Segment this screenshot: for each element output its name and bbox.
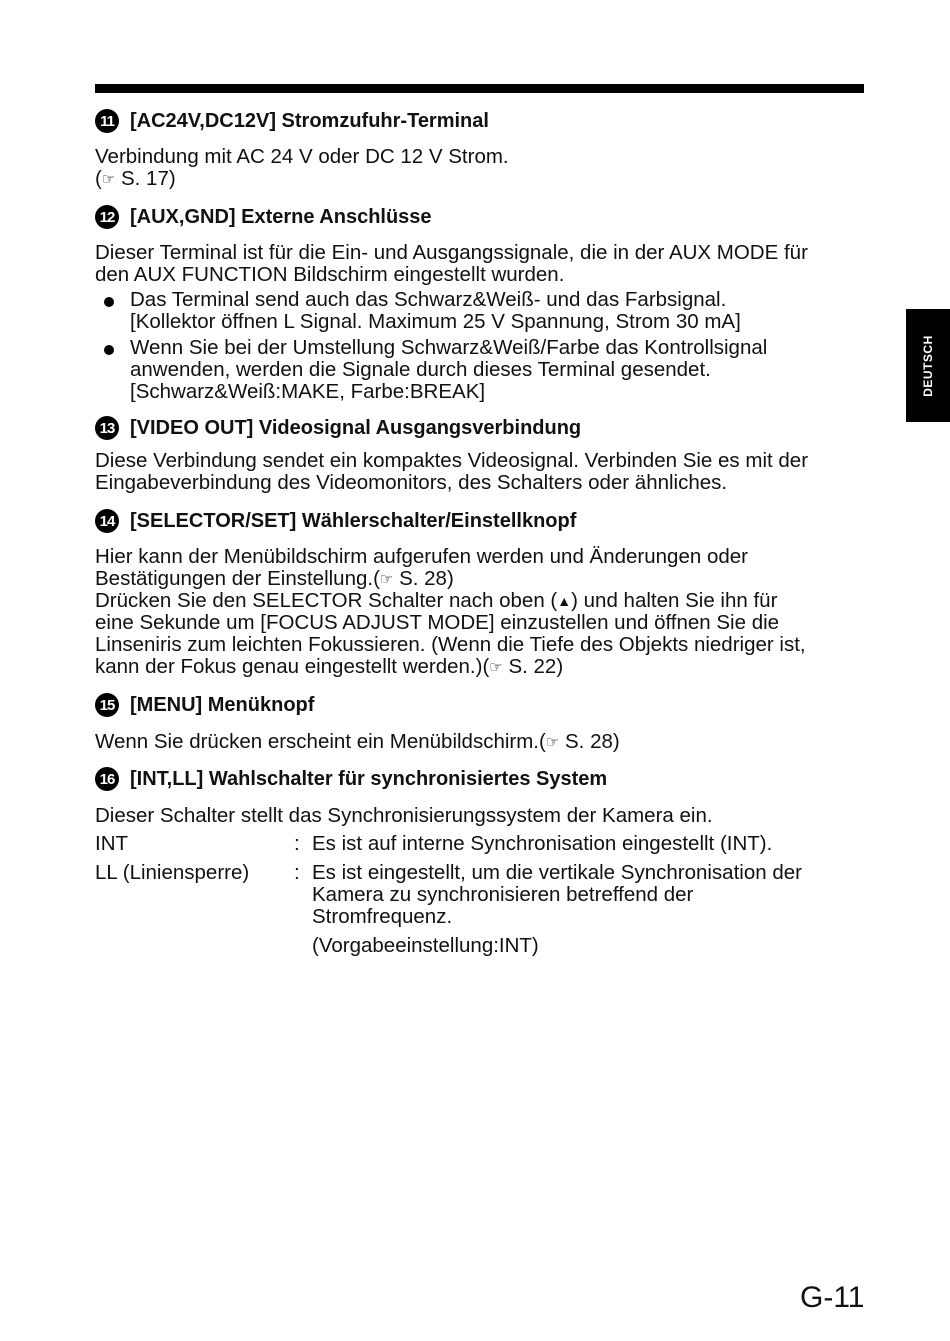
- bullet-icon: [104, 290, 114, 312]
- body-text: Verbindung mit AC 24 V oder DC 12 V Strom.: [95, 145, 509, 168]
- body-text: Linseniris zum leichten Fokussieren. (Wenn die Tiefe des Objekts niedriger ist,: [95, 633, 806, 656]
- bullet-text: [Schwarz&Weiß:MAKE, Farbe:BREAK]: [130, 380, 486, 403]
- section-15-heading: [95, 692, 314, 718]
- section-11-heading: [95, 108, 489, 134]
- section-title: [AC24V,DC12V] Stromzufuhr-Terminal: [130, 109, 489, 132]
- section-title: [SELECTOR/SET] Wählerschalter/Einstellknopf: [130, 509, 577, 532]
- body-text: eine Sekunde um [FOCUS ADJUST MODE] einzustellen und öffnen Sie die: [95, 611, 780, 634]
- section-title: [MENU] Menüknopf: [130, 693, 315, 716]
- section-title: [AUX,GND] Externe Anschlüsse: [130, 205, 432, 228]
- body-text: (☞ S. 17): [95, 167, 176, 190]
- body-text: Bestätigungen der Einstellung.(☞ S. 28): [95, 567, 454, 590]
- section-12-heading: [95, 204, 432, 230]
- top-rule: [95, 84, 864, 93]
- bullet-text: Das Terminal send auch das Schwarz&Weiß- und das Farbsignal.: [130, 288, 727, 311]
- section-13-heading: [95, 415, 581, 441]
- body-text: Diese Verbindung sendet ein kompaktes Videosignal. Verbinden Sie es mit der: [95, 449, 809, 472]
- body-text: Drücken Sie den SELECTOR Schalter nach oben (▲) und halten Sie ihn für: [95, 589, 778, 612]
- section-number-badge: 11: [95, 109, 119, 133]
- section-number-badge: 16: [95, 767, 119, 791]
- section-14-heading: [95, 508, 576, 534]
- section-number-badge: 15: [95, 693, 119, 717]
- definition-text: Kamera zu synchronisieren betreffend der: [312, 883, 694, 906]
- reference-hand-icon: ☞: [379, 571, 394, 588]
- section-number-badge: 13: [95, 416, 119, 440]
- reference-hand-icon: ☞: [101, 171, 116, 188]
- definition-text: Stromfrequenz.: [312, 905, 453, 928]
- reference-hand-icon: ☞: [545, 734, 560, 751]
- body-text: Wenn Sie drücken erscheint ein Menübildschirm.(☞ S. 28): [95, 730, 620, 753]
- body-text: Dieser Terminal ist für die Ein- und Ausgangssignale, die in der AUX MODE für: [95, 241, 808, 264]
- body-text: kann der Fokus genau eingestellt werden.)(☞ S. 22): [95, 655, 564, 678]
- bullet-text: anwenden, werden die Signale durch dieses Terminal gesendet.: [130, 358, 711, 381]
- bullet-text: Wenn Sie bei der Umstellung Schwarz&Weiß/Farbe das Kontrollsignal: [130, 336, 768, 359]
- section-16-heading: [95, 766, 607, 792]
- section-number-badge: 14: [95, 509, 119, 533]
- bullet-text: [Kollektor öffnen L Signal. Maximum 25 V Spannung, Strom 30 mA]: [130, 310, 741, 333]
- bullet-icon: [104, 338, 114, 360]
- section-title: [VIDEO OUT] Videosignal Ausgangsverbindung: [130, 416, 582, 439]
- definition-term: LL (Liniensperre): [95, 861, 250, 884]
- language-tab: DEUTSCH: [906, 309, 950, 422]
- body-text: Eingabeverbindung des Videomonitors, des Schalters oder ähnliches.: [95, 471, 728, 494]
- section-number-badge: 12: [95, 205, 119, 229]
- definition-colon: :: [294, 832, 300, 855]
- definition-text: Es ist auf interne Synchronisation eingestellt (INT).: [312, 832, 773, 855]
- definition-text: Es ist eingestellt, um die vertikale Synchronisation der: [312, 861, 802, 884]
- reference-hand-icon: ☞: [489, 659, 503, 676]
- body-text: Hier kann der Menübildschirm aufgerufen werden und Änderungen oder: [95, 545, 748, 568]
- up-triangle-icon: ▲: [557, 593, 572, 609]
- definition-colon: :: [294, 861, 300, 884]
- definition-text: (Vorgabeeinstellung:INT): [312, 934, 539, 957]
- body-text: Dieser Schalter stellt das Synchronisierungssystem der Kamera ein.: [95, 804, 713, 827]
- body-text: den AUX FUNCTION Bildschirm eingestellt wurden.: [95, 263, 565, 286]
- page-number: G-11: [800, 1281, 865, 1314]
- definition-term: INT: [95, 832, 129, 855]
- section-title: [INT,LL] Wahlschalter für synchronisiertes System: [130, 767, 608, 790]
